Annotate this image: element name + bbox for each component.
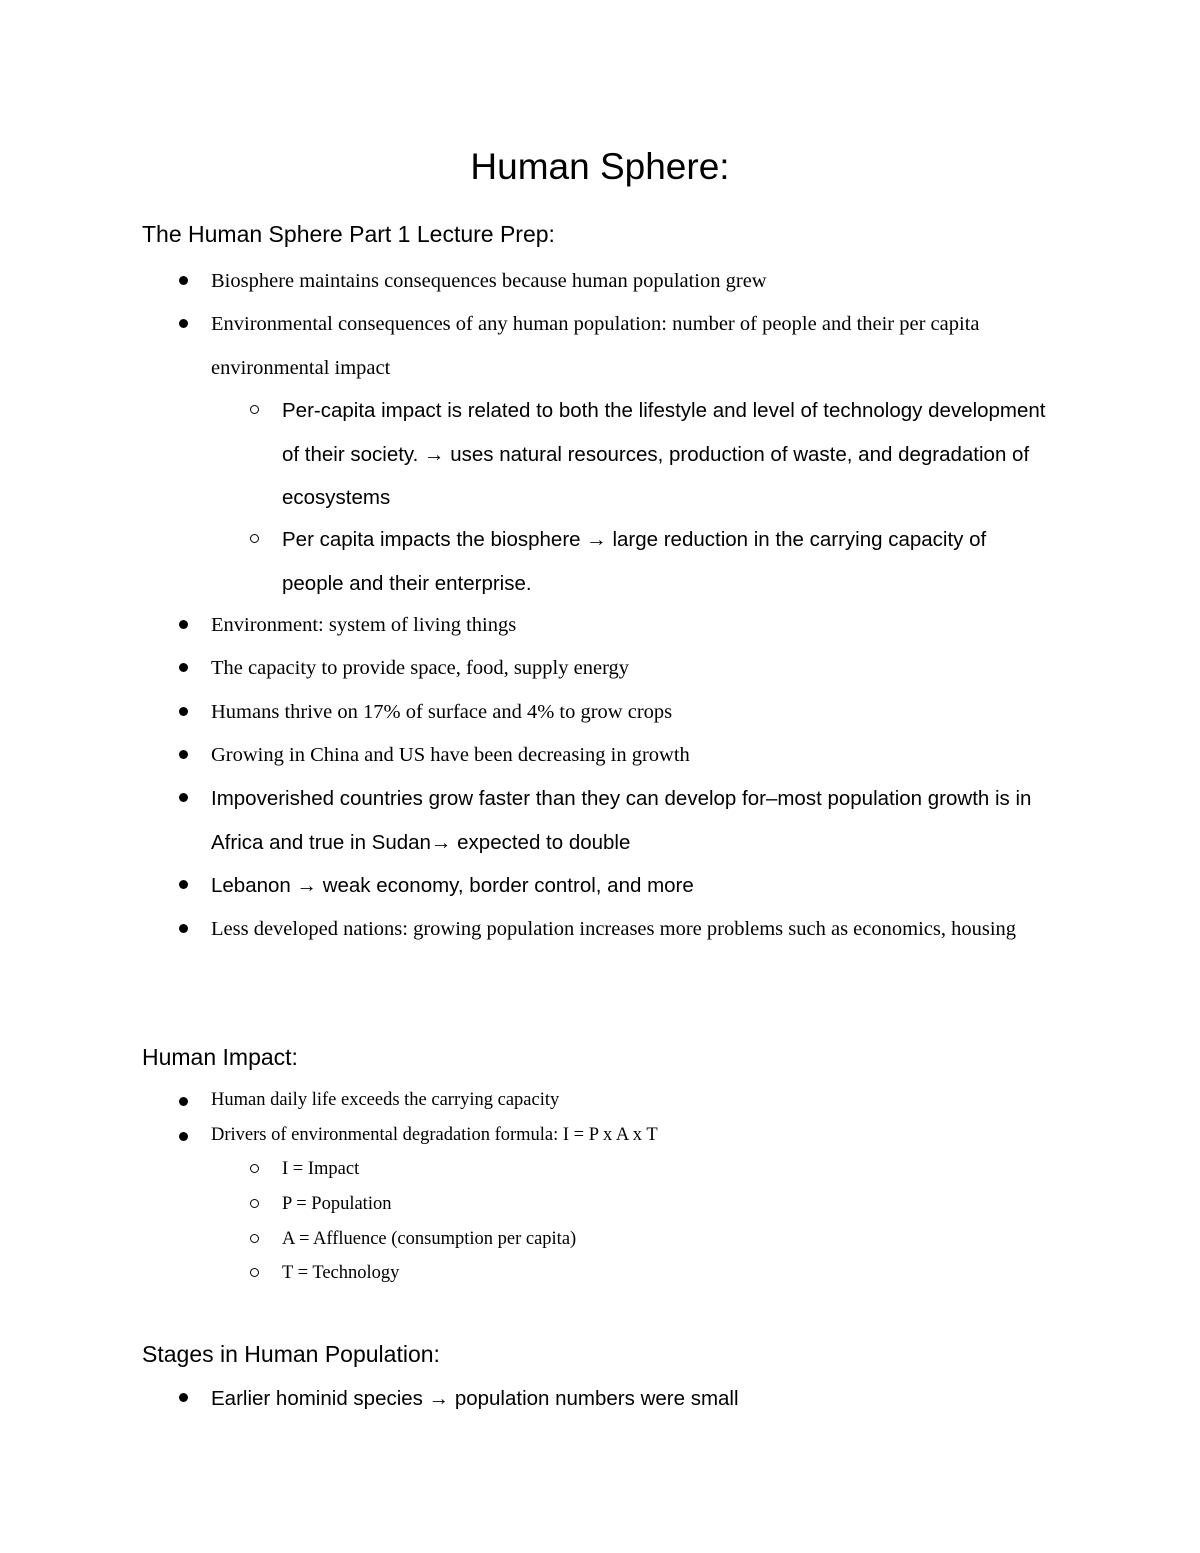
list-item: Less developed nations: growing population increases more problems such as economics, housing xyxy=(211,908,1071,952)
list-item: Earlier hominid species → population numbers were small xyxy=(211,1377,1071,1421)
list-item: Environmental consequences of any human population: number of people and their per capita environmental impact xyxy=(211,303,1071,390)
list-item: Growing in China and US have been decreasing in growth xyxy=(211,734,1071,778)
sub-list-item: Per capita impacts the biosphere → large reduction in the carrying capacity of people and their enterprise. xyxy=(282,518,1052,605)
list-item: Environment: system of living things xyxy=(211,604,1071,648)
list-item: Biosphere maintains consequences because human population grew xyxy=(211,260,1071,304)
sub-list-item: T = Technology xyxy=(282,1256,1052,1291)
section-heading-lecture-prep: The Human Sphere Part 1 Lecture Prep: xyxy=(142,221,555,247)
list-item: The capacity to provide space, food, supply energy xyxy=(211,647,1071,691)
section-heading-human-impact: Human Impact: xyxy=(142,1044,298,1070)
sub-list-item: A = Affluence (consumption per capita) xyxy=(282,1222,1052,1257)
list-item: Lebanon → weak economy, border control, and more xyxy=(211,864,1071,908)
list-item: Drivers of environmental degradation formula: I = P x A x T xyxy=(211,1118,1071,1153)
list-item: Humans thrive on 17% of surface and 4% to grow crops xyxy=(211,691,1071,735)
list-item: Impoverished countries grow faster than they can develop for–most population growth is in Africa and true in Sudan→ expected to double xyxy=(211,777,1071,864)
sub-list-item: P = Population xyxy=(282,1187,1052,1222)
page-title: Human Sphere: xyxy=(470,146,730,187)
list-item: Human daily life exceeds the carrying capacity xyxy=(211,1083,1071,1118)
sub-list-item: Per-capita impact is related to both the lifestyle and level of technology development of their society. → uses natural resources, production of waste, and degradation of ecosystems xyxy=(282,389,1052,520)
sub-list-item: I = Impact xyxy=(282,1152,1052,1187)
section-heading-stages: Stages in Human Population: xyxy=(142,1341,440,1367)
